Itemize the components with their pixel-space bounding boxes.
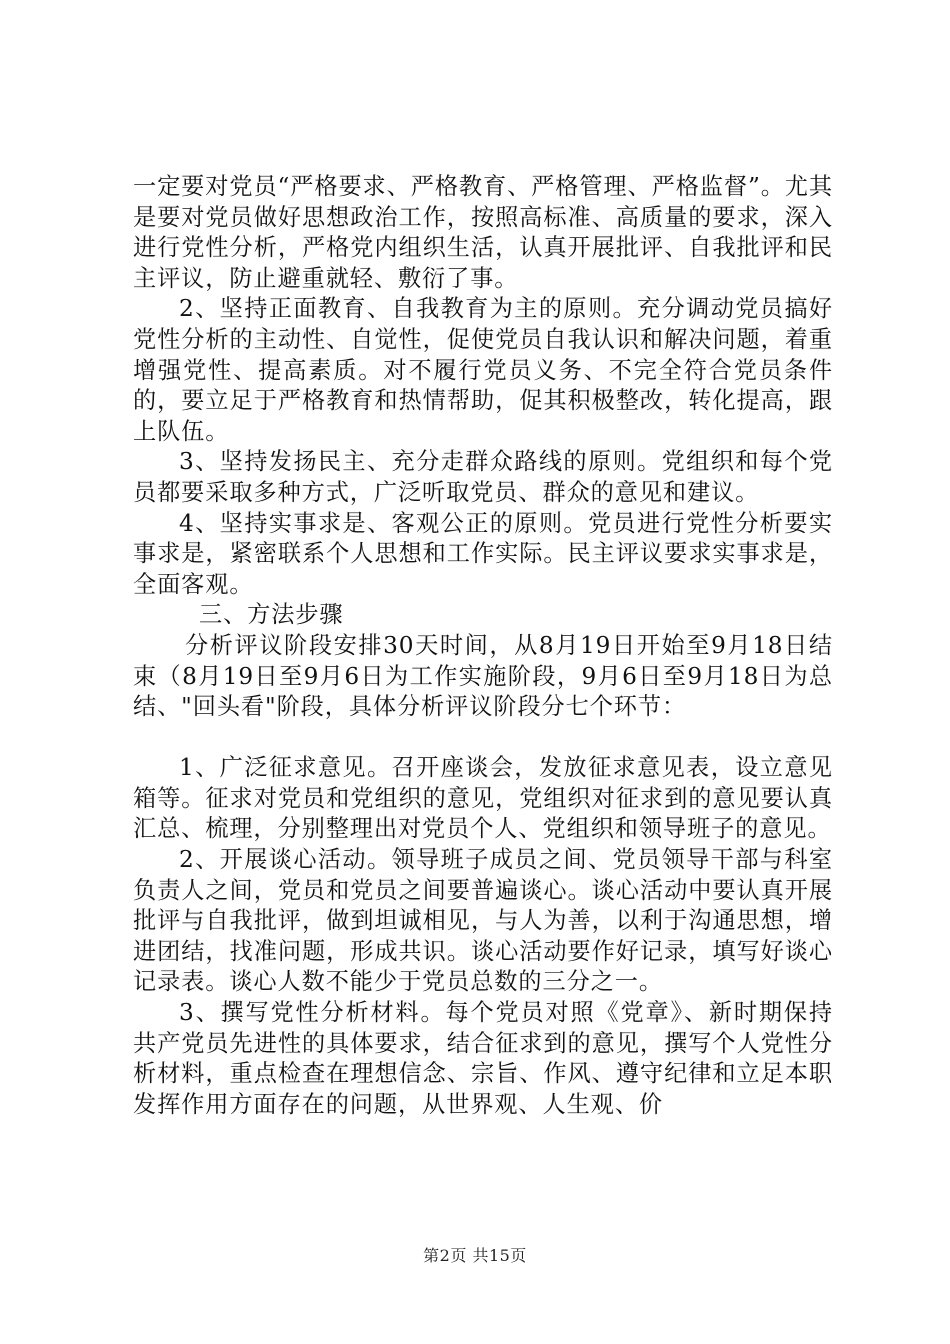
paragraph-step-1: 1、广泛征求意见。召开座谈会，发放征求意见表，设立意见箱等。征求对党员和党组织的意见，党组织对征求到的意见要认真汇总、梳理，分别整理出对党员个人、党组织和领导班子的意见。	[133, 754, 833, 843]
paragraph-principle-2: 2、坚持正面教育、自我教育为主的原则。充分调动党员搞好党性分析的主动性、自觉性，促使党员自我认识和解决问题，着重增强党性、提高素质。对不履行党员义务、不完全符合党员条件的，要立足于严格教育和热情帮助，促其积极整改，转化提高，跟上队伍。	[133, 295, 833, 445]
paragraph-schedule: 分析评议阶段安排30天时间，从8月19日开始至9月18日结束（8月19日至9月6日为工作实施阶段，9月6日至9月18日为总结、"回头看"阶段，具体分析评议阶段分七个环节：	[133, 631, 833, 721]
paragraph-step-3: 3、撰写党性分析材料。每个党员对照《党章》、新时期保持共产党员先进性的具体要求，结合征求到的意见，撰写个人党性分析材料，重点检查在理想信念、宗旨、作风、遵守纪律和立足本职发挥作用方面存在的问题，从世界观、人生观、价	[133, 999, 833, 1118]
section-heading: 三、方法步骤	[199, 601, 344, 629]
paragraph-principle-3: 3、坚持发扬民主、充分走群众路线的原则。党组织和每个党员都要采取多种方式，广泛听取党员、群众的意见和建议。	[133, 448, 833, 506]
paragraph-continuation: 一定要对党员“严格要求、严格教育、严格管理、严格监督”。尤其是要对党员做好思想政治工作，按照高标准、高质量的要求，深入进行党性分析，严格党内组织生活，认真开展批评、自我批评和民主评议，防止避重就轻、敷衍了事。	[133, 173, 833, 292]
document-body	[133, 172, 833, 1120]
blank-line	[133, 723, 833, 754]
page-number-footer: 第2页 共15页	[423, 1246, 527, 1265]
paragraph-principle-4: 4、坚持实事求是、客观公正的原则。党员进行党性分析要实事求是，紧密联系个人思想和工作实际。民主评议要求实事求是，全面客观。	[133, 509, 833, 598]
paragraph-step-2: 2、开展谈心活动。领导班子成员之间、党员领导干部与科室负责人之间，党员和党员之间要普遍谈心。谈心活动中要认真开展批评与自我批评，做到坦诚相见，与人为善，以利于沟通思想，增进团结，找准问题，形成共识。谈心活动要作好记录，填写好谈心记录表。谈心人数不能少于党员总数的三分之一。	[133, 846, 833, 996]
